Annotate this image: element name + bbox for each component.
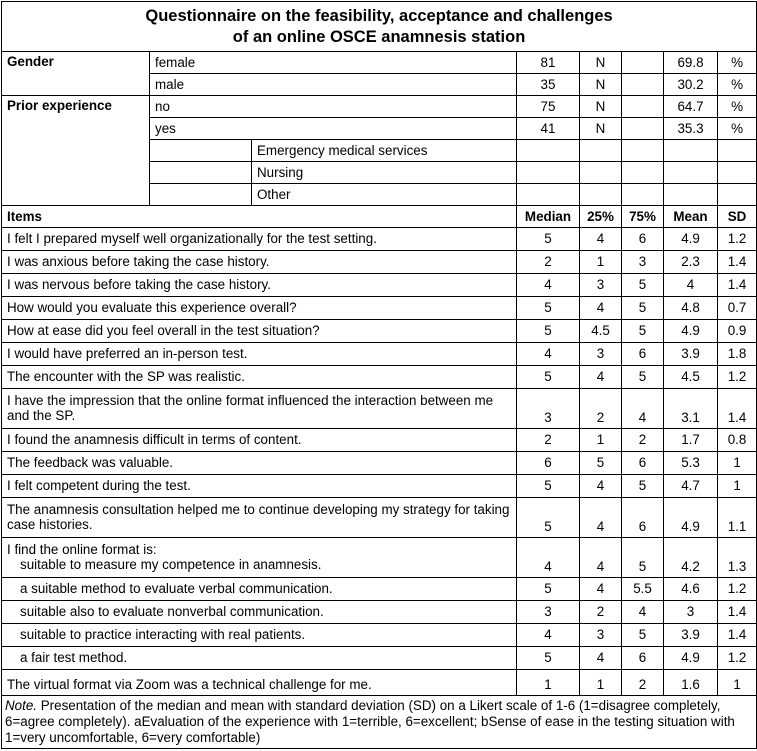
item-text: How would you evaluate this experience overall?	[2, 297, 517, 320]
item-median: 4	[517, 624, 580, 647]
item-mean: 3.9	[664, 343, 718, 366]
header-q25: 25%	[580, 206, 622, 228]
online-group-item-text: suitable to measure my competence in anamnesis.	[20, 557, 322, 572]
item-median: 5	[517, 647, 580, 670]
item-text: The virtual format via Zoom was a technical challenge for me.	[2, 670, 517, 696]
item-q75: 6	[622, 647, 664, 670]
item-sd: 1.2	[718, 647, 757, 670]
item-q25: 2	[580, 601, 622, 624]
item-median: 5	[517, 578, 580, 601]
empty-cell	[622, 52, 664, 74]
table-row	[2, 366, 757, 389]
item-q25: 4.5	[580, 320, 622, 343]
item-median: 2	[517, 429, 580, 452]
prior-sub-other: Other	[252, 184, 517, 206]
item-sd: 1.4	[718, 389, 757, 429]
prior-row-no	[2, 96, 757, 118]
gender-female-pct-sign: %	[718, 52, 757, 74]
item-q75: 5	[622, 475, 664, 498]
item-text: The encounter with the SP was realistic.	[2, 366, 517, 389]
online-group-item-text: suitable to practice interacting with real patients.	[2, 624, 517, 647]
item-q25: 4	[580, 366, 622, 389]
table-row	[2, 297, 757, 320]
prior-yes-n: 41	[517, 118, 580, 140]
table-row	[2, 601, 757, 624]
item-sd: 1.4	[718, 251, 757, 274]
items-header-row	[2, 206, 757, 228]
item-q25: 3	[580, 274, 622, 297]
item-text: How at ease did you feel overall in the test situation?	[2, 320, 517, 343]
item-q75: 5	[622, 274, 664, 297]
item-q75: 2	[622, 429, 664, 452]
table-note	[2, 696, 757, 749]
empty-cell	[622, 74, 664, 96]
empty-cell	[622, 140, 664, 162]
prior-sub-nursing: Nursing	[252, 162, 517, 184]
empty-cell	[150, 140, 252, 162]
empty-cell	[718, 184, 757, 206]
item-median: 5	[517, 297, 580, 320]
item-median: 5	[517, 498, 580, 538]
item-mean: 2.3	[664, 251, 718, 274]
item-q75: 4	[622, 389, 664, 429]
gender-male-label: male	[150, 74, 517, 96]
item-sd: 1.2	[718, 366, 757, 389]
table-row	[2, 498, 757, 538]
questionnaire-table-container	[1, 1, 756, 749]
item-q25: 5	[580, 452, 622, 475]
prior-experience-label: Prior experience	[2, 96, 150, 206]
item-text: I would have preferred an in-person test.	[2, 343, 517, 366]
prior-yes-pct: 35.3	[664, 118, 718, 140]
item-q25: 1	[580, 670, 622, 696]
item-mean: 4.5	[664, 366, 718, 389]
item-q25: 4	[580, 647, 622, 670]
prior-no-n: 75	[517, 96, 580, 118]
item-sd: 1.4	[718, 274, 757, 297]
item-mean: 4.9	[664, 320, 718, 343]
table-title	[2, 2, 757, 52]
online-group-intro: I find the online format is:	[7, 542, 157, 557]
table-row	[2, 320, 757, 343]
item-text: I found the anamnesis difficult in terms of content.	[2, 429, 517, 452]
item-mean: 3.9	[664, 624, 718, 647]
empty-cell	[517, 184, 580, 206]
item-sd: 0.7	[718, 297, 757, 320]
empty-cell	[718, 162, 757, 184]
empty-cell	[622, 162, 664, 184]
table-row	[2, 578, 757, 601]
item-q25: 3	[580, 343, 622, 366]
table-row	[2, 475, 757, 498]
empty-cell	[622, 184, 664, 206]
item-q25: 4	[580, 475, 622, 498]
prior-yes-label: yes	[150, 118, 517, 140]
item-median: 5	[517, 366, 580, 389]
gender-male-pct: 30.2	[664, 74, 718, 96]
item-mean: 5.3	[664, 452, 718, 475]
empty-cell	[150, 162, 252, 184]
empty-cell	[150, 184, 252, 206]
header-mean: Mean	[664, 206, 718, 228]
item-q25: 4	[580, 498, 622, 538]
item-text: The anamnesis consultation helped me to continue developing my strategy for taking case histories.	[2, 498, 517, 538]
empty-cell	[664, 140, 718, 162]
item-q75: 6	[622, 343, 664, 366]
item-median: 5	[517, 228, 580, 251]
item-q75: 5	[622, 297, 664, 320]
gender-male-pct-sign: %	[718, 74, 757, 96]
empty-cell	[718, 140, 757, 162]
item-sd: 1.1	[718, 498, 757, 538]
empty-cell	[664, 184, 718, 206]
gender-female-label: female	[150, 52, 517, 74]
header-median: Median	[517, 206, 580, 228]
item-median: 4	[517, 274, 580, 297]
item-q25: 4	[580, 228, 622, 251]
online-group-first-row	[2, 538, 757, 578]
prior-yes-unit: N	[580, 118, 622, 140]
prior-no-pct: 64.7	[664, 96, 718, 118]
item-sd: 1	[718, 670, 757, 696]
table-row	[2, 251, 757, 274]
item-q25: 3	[580, 624, 622, 647]
item-mean: 1.6	[664, 670, 718, 696]
item-text: I felt competent during the test.	[2, 475, 517, 498]
item-median: 4	[517, 538, 580, 578]
header-sd: SD	[718, 206, 757, 228]
header-q75: 75%	[622, 206, 664, 228]
item-median: 6	[517, 452, 580, 475]
prior-no-unit: N	[580, 96, 622, 118]
item-sd: 1.4	[718, 601, 757, 624]
item-q75: 3	[622, 251, 664, 274]
note-label: Note.	[5, 698, 38, 713]
table-row	[2, 452, 757, 475]
header-items: Items	[2, 206, 517, 228]
questionnaire-table	[1, 1, 757, 749]
online-group-item	[2, 538, 517, 578]
gender-row-female	[2, 52, 757, 74]
gender-female-unit: N	[580, 52, 622, 74]
item-q25: 4	[580, 297, 622, 320]
empty-cell	[517, 140, 580, 162]
note-row	[2, 696, 757, 749]
online-group-item-text: suitable also to evaluate nonverbal communication.	[2, 601, 517, 624]
item-q75: 5	[622, 320, 664, 343]
table-row	[2, 228, 757, 251]
table-row	[2, 429, 757, 452]
gender-male-n: 35	[517, 74, 580, 96]
item-sd: 1	[718, 452, 757, 475]
item-mean: 4.9	[664, 228, 718, 251]
item-median: 3	[517, 389, 580, 429]
table-row	[2, 624, 757, 647]
prior-yes-pct-sign: %	[718, 118, 757, 140]
item-q75: 5	[622, 624, 664, 647]
item-text: I was nervous before taking the case history.	[2, 274, 517, 297]
item-q75: 5	[622, 366, 664, 389]
item-q25: 2	[580, 389, 622, 429]
item-median: 4	[517, 343, 580, 366]
online-group-item-text: a suitable method to evaluate verbal communication.	[2, 578, 517, 601]
item-sd: 1.2	[718, 578, 757, 601]
online-group-item-text: a fair test method.	[2, 647, 517, 670]
item-q25: 4	[580, 538, 622, 578]
item-sd: 1.8	[718, 343, 757, 366]
prior-no-label: no	[150, 96, 517, 118]
item-q75: 5	[622, 538, 664, 578]
item-mean: 4.9	[664, 498, 718, 538]
note-text: Presentation of the median and mean with standard deviation (SD) on a Likert scale of 1-6 (1=disagree completely, 6=agree completely). aEvaluation of the experience with 1=terrible, 6=excellent; bSense of ease in the testing situation with 1=very uncomfortable, 6=very comfortable)	[5, 698, 735, 745]
item-text: The feedback was valuable.	[2, 452, 517, 475]
gender-female-n: 81	[517, 52, 580, 74]
prior-no-pct-sign: %	[718, 96, 757, 118]
item-mean: 4	[664, 274, 718, 297]
gender-label: Gender	[2, 52, 150, 96]
title-row	[2, 2, 757, 52]
item-sd: 1.4	[718, 624, 757, 647]
item-q25: 1	[580, 251, 622, 274]
item-sd: 1	[718, 475, 757, 498]
item-median: 1	[517, 670, 580, 696]
title-line-2: of an online OSCE anamnesis station	[232, 28, 526, 46]
item-sd: 1.3	[718, 538, 757, 578]
gender-male-unit: N	[580, 74, 622, 96]
prior-sub-ems: Emergency medical services	[252, 140, 517, 162]
table-row	[2, 670, 757, 696]
item-sd: 0.8	[718, 429, 757, 452]
table-row	[2, 389, 757, 429]
item-mean: 4.9	[664, 647, 718, 670]
item-q75: 6	[622, 228, 664, 251]
item-q25: 4	[580, 578, 622, 601]
item-median: 2	[517, 251, 580, 274]
item-median: 5	[517, 320, 580, 343]
item-sd: 1.2	[718, 228, 757, 251]
empty-cell	[517, 162, 580, 184]
item-mean: 3	[664, 601, 718, 624]
item-q75: 4	[622, 601, 664, 624]
item-mean: 3.1	[664, 389, 718, 429]
item-mean: 4.7	[664, 475, 718, 498]
item-text: I was anxious before taking the case history.	[2, 251, 517, 274]
item-q75: 6	[622, 498, 664, 538]
item-q75: 5.5	[622, 578, 664, 601]
item-q25: 1	[580, 429, 622, 452]
title-line-1: Questionnaire on the feasibility, acceptance and challenges	[145, 7, 613, 25]
gender-female-pct: 69.8	[664, 52, 718, 74]
item-sd: 0.9	[718, 320, 757, 343]
empty-cell	[622, 96, 664, 118]
empty-cell	[580, 162, 622, 184]
item-q75: 6	[622, 452, 664, 475]
item-median: 5	[517, 475, 580, 498]
item-text: I have the impression that the online format influenced the interaction between me and the SP.	[2, 389, 517, 429]
empty-cell	[580, 184, 622, 206]
empty-cell	[622, 118, 664, 140]
item-mean: 4.6	[664, 578, 718, 601]
item-mean: 4.2	[664, 538, 718, 578]
empty-cell	[580, 140, 622, 162]
table-row	[2, 274, 757, 297]
table-row	[2, 343, 757, 366]
item-q75: 2	[622, 670, 664, 696]
item-text: I felt I prepared myself well organizationally for the test setting.	[2, 228, 517, 251]
item-mean: 4.8	[664, 297, 718, 320]
item-median: 3	[517, 601, 580, 624]
empty-cell	[664, 162, 718, 184]
table-row	[2, 647, 757, 670]
item-mean: 1.7	[664, 429, 718, 452]
